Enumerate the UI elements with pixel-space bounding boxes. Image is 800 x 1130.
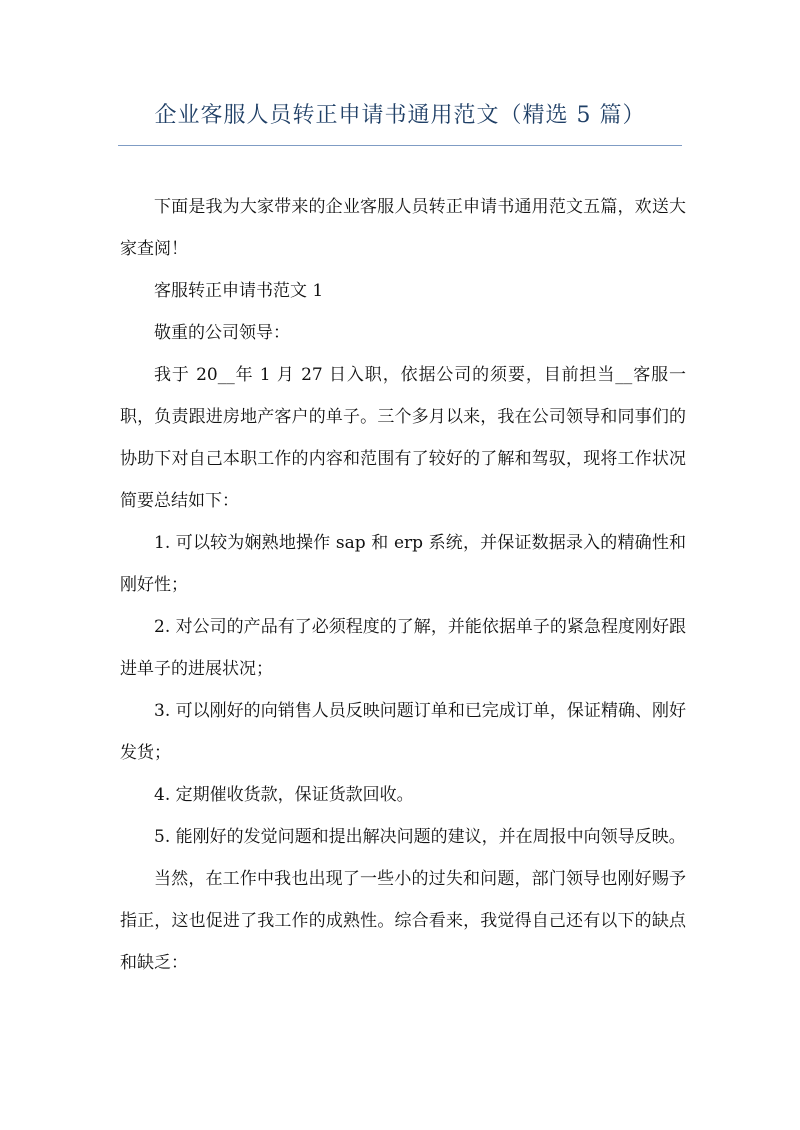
- section-heading: 客服转正申请书范文 1: [154, 281, 324, 301]
- list-item: 2. 对公司的产品有了必须程度的了解，并能依据单子的紧急程度刚好跟进单子的进展状况；: [120, 617, 686, 679]
- document-title: 企业客服人员转正申请书通用范文（精选 5 篇）: [154, 103, 646, 128]
- paragraph: 我于 20__年 1 月 27 日入职，依据公司的须要，目前担当__客服一职，负责跟进房地产客户的单子。三个多月以来，我在公司领导和同事们的协助下对自己本职工作的内容和范围有了较好的了解和驾驭，现将工作状况简要总结如下：: [120, 365, 686, 511]
- list-item: 3. 可以刚好的向销售人员反映问题订单和已完成订单，保证精确、刚好发货；: [120, 701, 686, 763]
- document-body: [120, 186, 686, 984]
- paragraph-intro: 下面是我为大家带来的企业客服人员转正申请书通用范文五篇，欢送大家查阅！: [120, 197, 686, 259]
- list-item: 4. 定期催收货款，保证货款回收。: [154, 785, 414, 805]
- salutation: 敬重的公司领导：: [154, 323, 290, 343]
- title-underline: [118, 145, 682, 146]
- list-item: 5. 能刚好的发觉问题和提出解决问题的建议，并在周报中向领导反映。: [154, 827, 686, 847]
- paragraph: 当然，在工作中我也出现了一些小的过失和问题，部门领导也刚好赐予指正，这也促进了我工作的成熟性。综合看来，我觉得自己还有以下的缺点和缺乏：: [120, 869, 686, 973]
- list-item: 1. 可以较为娴熟地操作 sap 和 erp 系统，并保证数据录入的精确性和刚好性；: [120, 533, 686, 595]
